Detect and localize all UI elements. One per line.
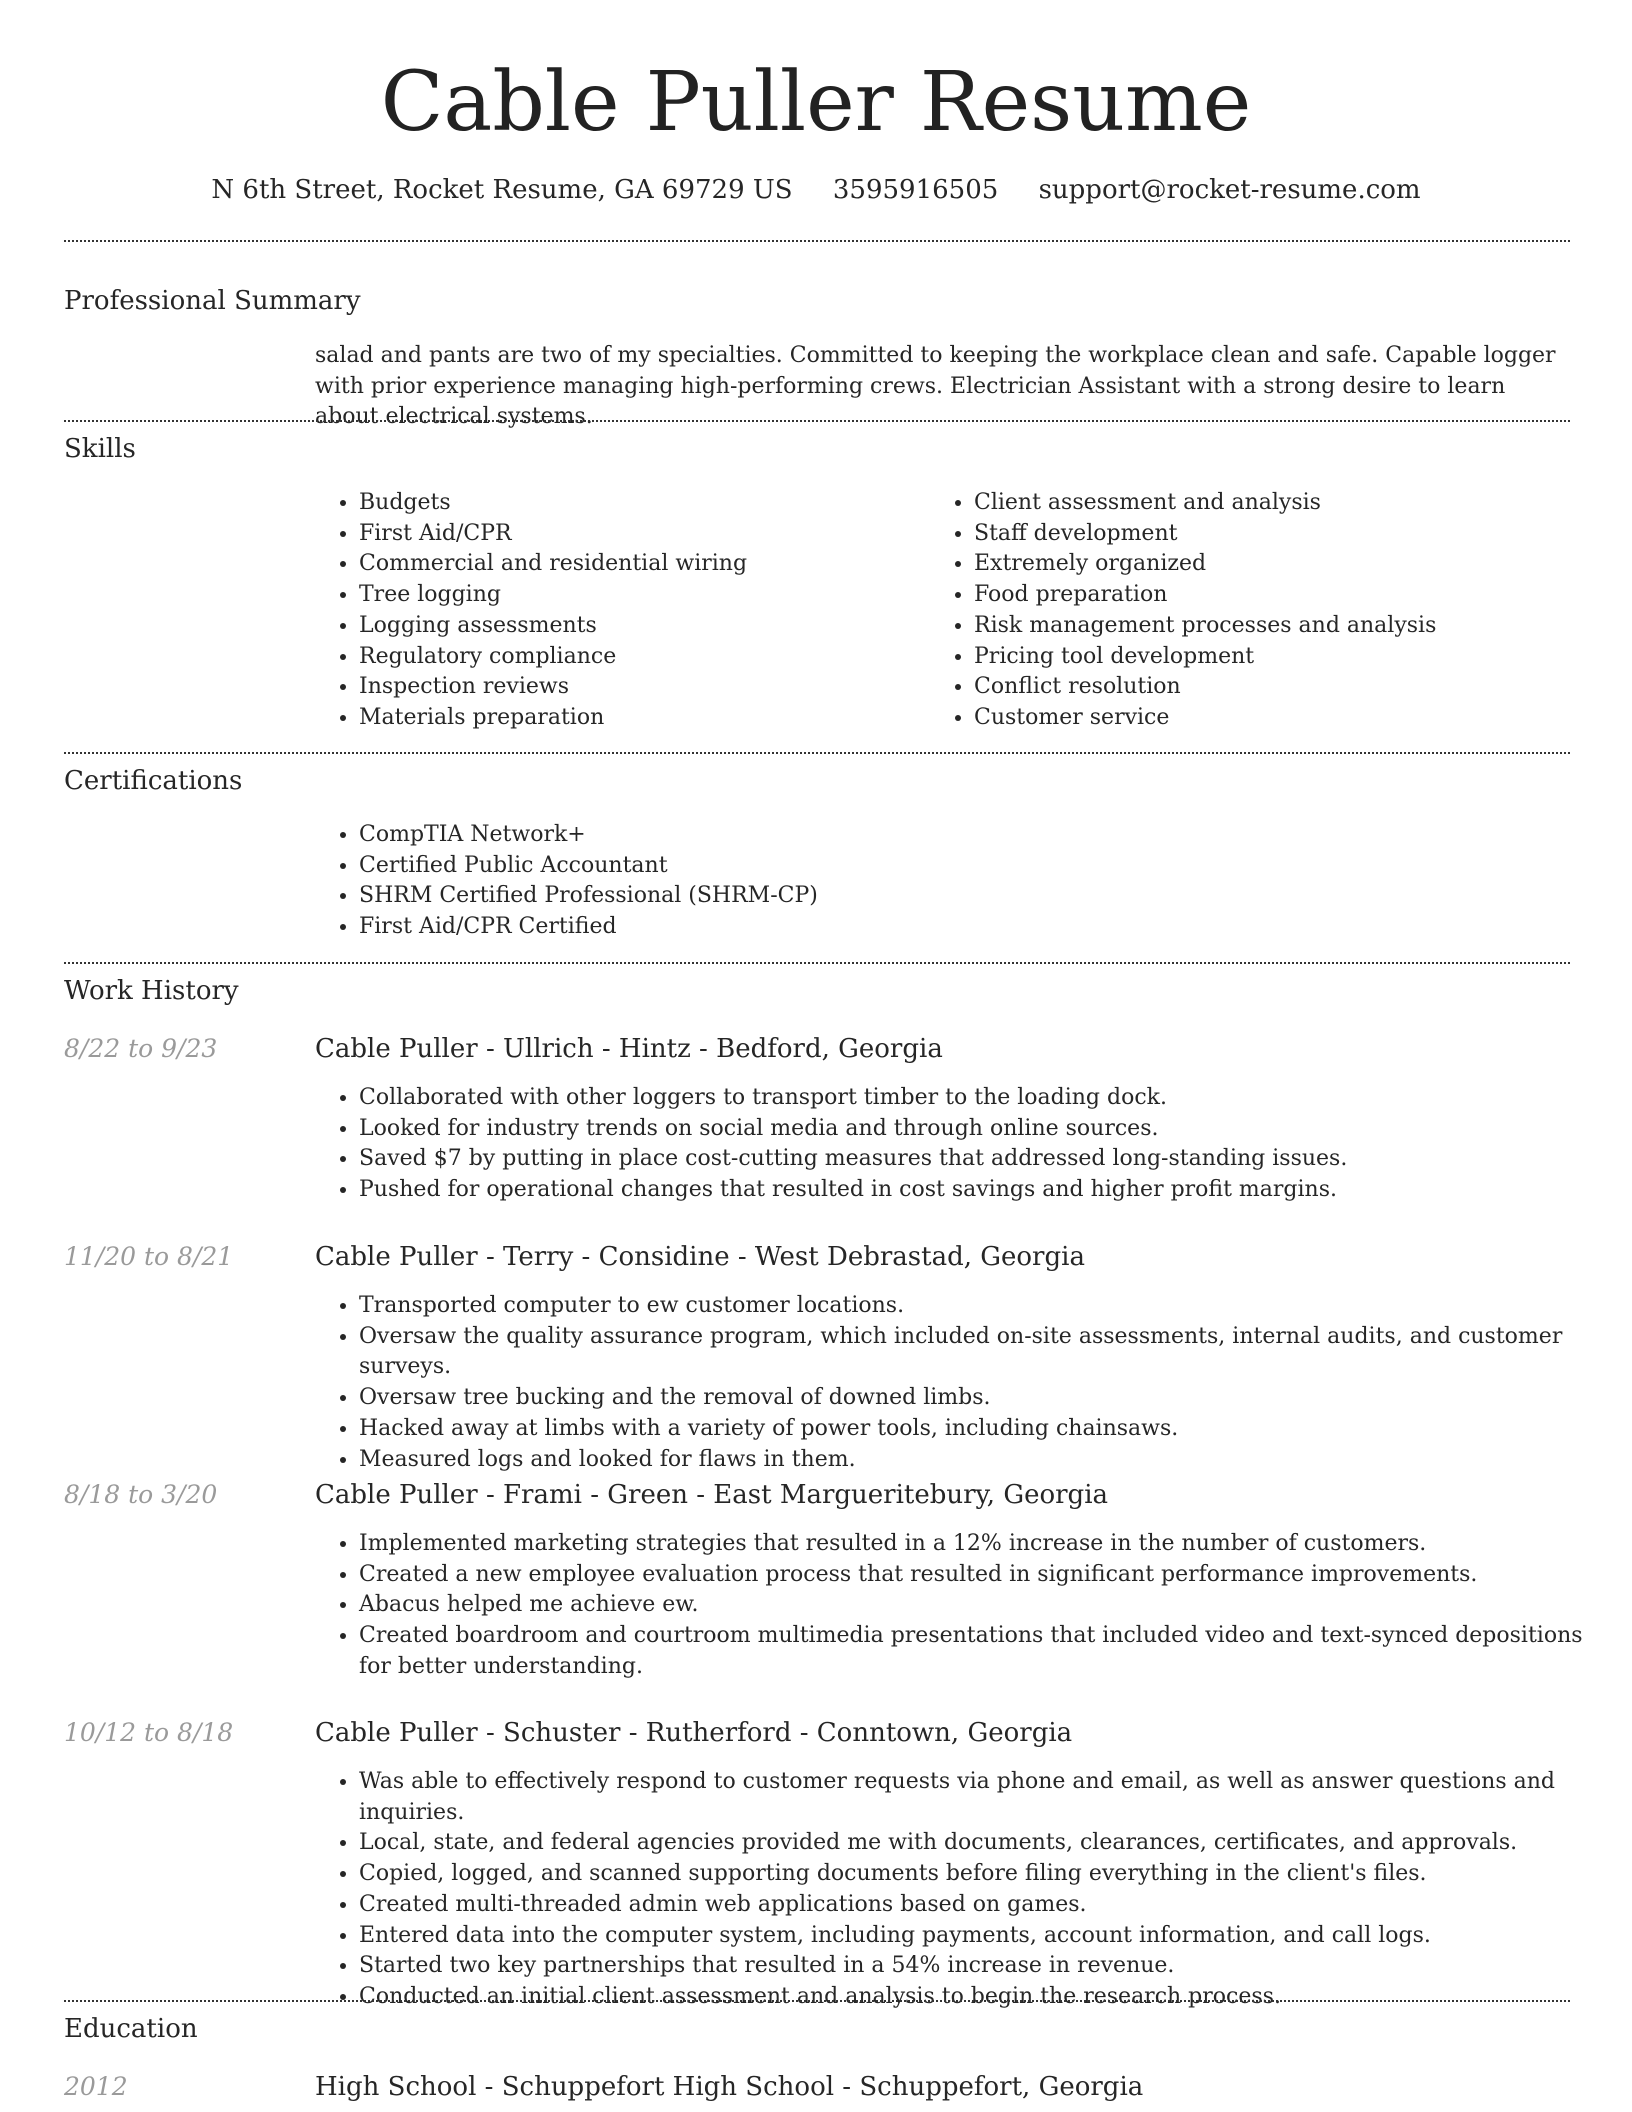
- education-year: 2012: [64, 2072, 128, 2101]
- job-title: Cable Puller - Schuster - Rutherford - Conntown, Georgia: [315, 1718, 1073, 1748]
- skill-item: • Pricing tool development: [974, 642, 1594, 673]
- phone: 3595916505: [832, 175, 999, 205]
- divider: [64, 2000, 1570, 2002]
- job-dates: 10/12 to 8/18: [64, 1718, 234, 1747]
- job-bullet: • Measured logs and looked for flaws in them.: [359, 1445, 1609, 1476]
- skill-item: • Risk management processes and analysis: [974, 611, 1594, 642]
- summary-text: salad and pants are two of my specialties. Committed to keeping the workplace clean and safe. Capable logger with prior experience managing high-performing crews. Electrician Assistant with a strong desire to learn about electrical systems.: [315, 343, 1556, 429]
- skills-list-right: [930, 488, 1594, 734]
- certification-item: • Certified Public Accountant: [359, 851, 1559, 882]
- skill-item: • Inspection reviews: [359, 672, 919, 703]
- certification-item: • SHRM Certified Professional (SHRM-CP): [359, 881, 1559, 912]
- job-bullets: [315, 1767, 1609, 2013]
- job-bullet: • Copied, logged, and scanned supporting documents before filing everything in the client's files.: [359, 1859, 1609, 1890]
- skill-item: • Food preparation: [974, 580, 1594, 611]
- skills-heading: Skills: [64, 434, 136, 464]
- job-dates: 8/22 to 9/23: [64, 1034, 218, 1063]
- skill-item: • Staff development: [974, 519, 1594, 550]
- skill-item: • Customer service: [974, 703, 1594, 734]
- skill-item: • Logging assessments: [359, 611, 919, 642]
- skill-item: • Budgets: [359, 488, 919, 519]
- job-bullet: • Was able to effectively respond to customer requests via phone and email, as well as answer questions and inquiries.: [359, 1767, 1609, 1828]
- job-bullet: • Hacked away at limbs with a variety of power tools, including chainsaws.: [359, 1414, 1609, 1445]
- skill-item: • First Aid/CPR: [359, 519, 919, 550]
- skill-item: • Commercial and residential wiring: [359, 549, 919, 580]
- job-bullets: [315, 1529, 1609, 1683]
- education-heading: Education: [64, 2014, 198, 2044]
- skill-item: • Regulatory compliance: [359, 642, 919, 673]
- email: support@rocket-resume.com: [1038, 175, 1421, 205]
- divider: [64, 420, 1570, 422]
- certifications-heading: Certifications: [64, 766, 243, 796]
- summary-heading: Professional Summary: [64, 286, 361, 316]
- job-bullets: [315, 1083, 1609, 1206]
- certification-item: • First Aid/CPR Certified: [359, 912, 1559, 943]
- job-title: Cable Puller - Terry - Considine - West Debrastad, Georgia: [315, 1242, 1085, 1272]
- job-bullet: • Abacus helped me achieve ew.: [359, 1590, 1609, 1621]
- job-bullet: • Pushed for operational changes that resulted in cost savings and higher profit margins.: [359, 1175, 1609, 1206]
- job-bullet: • Transported computer to ew customer locations.: [359, 1291, 1609, 1322]
- job-dates: 11/20 to 8/21: [64, 1242, 234, 1271]
- job-bullet: • Implemented marketing strategies that resulted in a 12% increase in the number of customers.: [359, 1529, 1609, 1560]
- address: N 6th Street, Rocket Resume, GA 69729 US: [211, 175, 793, 205]
- job-bullet: • Created multi-threaded admin web applications based on games.: [359, 1890, 1609, 1921]
- certifications-list: [315, 820, 1559, 943]
- job-bullets: [315, 1291, 1609, 1475]
- job-bullet: • Started two key partnerships that resulted in a 54% increase in revenue.: [359, 1951, 1609, 1982]
- job-bullet: • Local, state, and federal agencies provided me with documents, clearances, certificates, and approvals.: [359, 1828, 1609, 1859]
- job-bullet: • Looked for industry trends on social media and through online sources.: [359, 1114, 1609, 1145]
- job-bullet: • Created a new employee evaluation process that resulted in significant performance improvements.: [359, 1560, 1609, 1591]
- skill-item: • Extremely organized: [974, 549, 1594, 580]
- divider: [64, 752, 1570, 754]
- skill-item: • Tree logging: [359, 580, 919, 611]
- job-dates: 8/18 to 3/20: [64, 1480, 218, 1509]
- skills-list-left: [315, 488, 919, 734]
- job-bullet: • Collaborated with other loggers to transport timber to the loading dock.: [359, 1083, 1609, 1114]
- job-title: Cable Puller - Frami - Green - East Margueritebury, Georgia: [315, 1480, 1109, 1510]
- job-title: Cable Puller - Ullrich - Hintz - Bedford, Georgia: [315, 1034, 943, 1064]
- skill-item: • Materials preparation: [359, 703, 919, 734]
- skill-item: • Conflict resolution: [974, 672, 1594, 703]
- job-bullet: • Conducted an initial client assessment and analysis to begin the research process.: [359, 1982, 1609, 2013]
- contact-line: [0, 170, 1632, 210]
- job-bullet: • Oversaw the quality assurance program, which included on-site assessments, internal audits, and customer surveys.: [359, 1322, 1609, 1383]
- skill-item: • Client assessment and analysis: [974, 488, 1594, 519]
- divider: [64, 240, 1570, 242]
- certification-item: • CompTIA Network+: [359, 820, 1559, 851]
- job-bullet: • Saved $7 by putting in place cost-cutting measures that addressed long-standing issues.: [359, 1144, 1609, 1175]
- job-bullet: • Entered data into the computer system, including payments, account information, and call logs.: [359, 1921, 1609, 1952]
- job-bullet: • Oversaw tree bucking and the removal of downed limbs.: [359, 1383, 1609, 1414]
- job-bullet: • Created boardroom and courtroom multimedia presentations that included video and text-synced depositions for better understanding.: [359, 1621, 1609, 1682]
- resume-title: Cable Puller Resume: [380, 55, 1252, 150]
- work-history-heading: Work History: [64, 976, 239, 1006]
- education-title: High School - Schuppefort High School - Schuppefort, Georgia: [315, 2072, 1144, 2102]
- divider: [64, 962, 1570, 964]
